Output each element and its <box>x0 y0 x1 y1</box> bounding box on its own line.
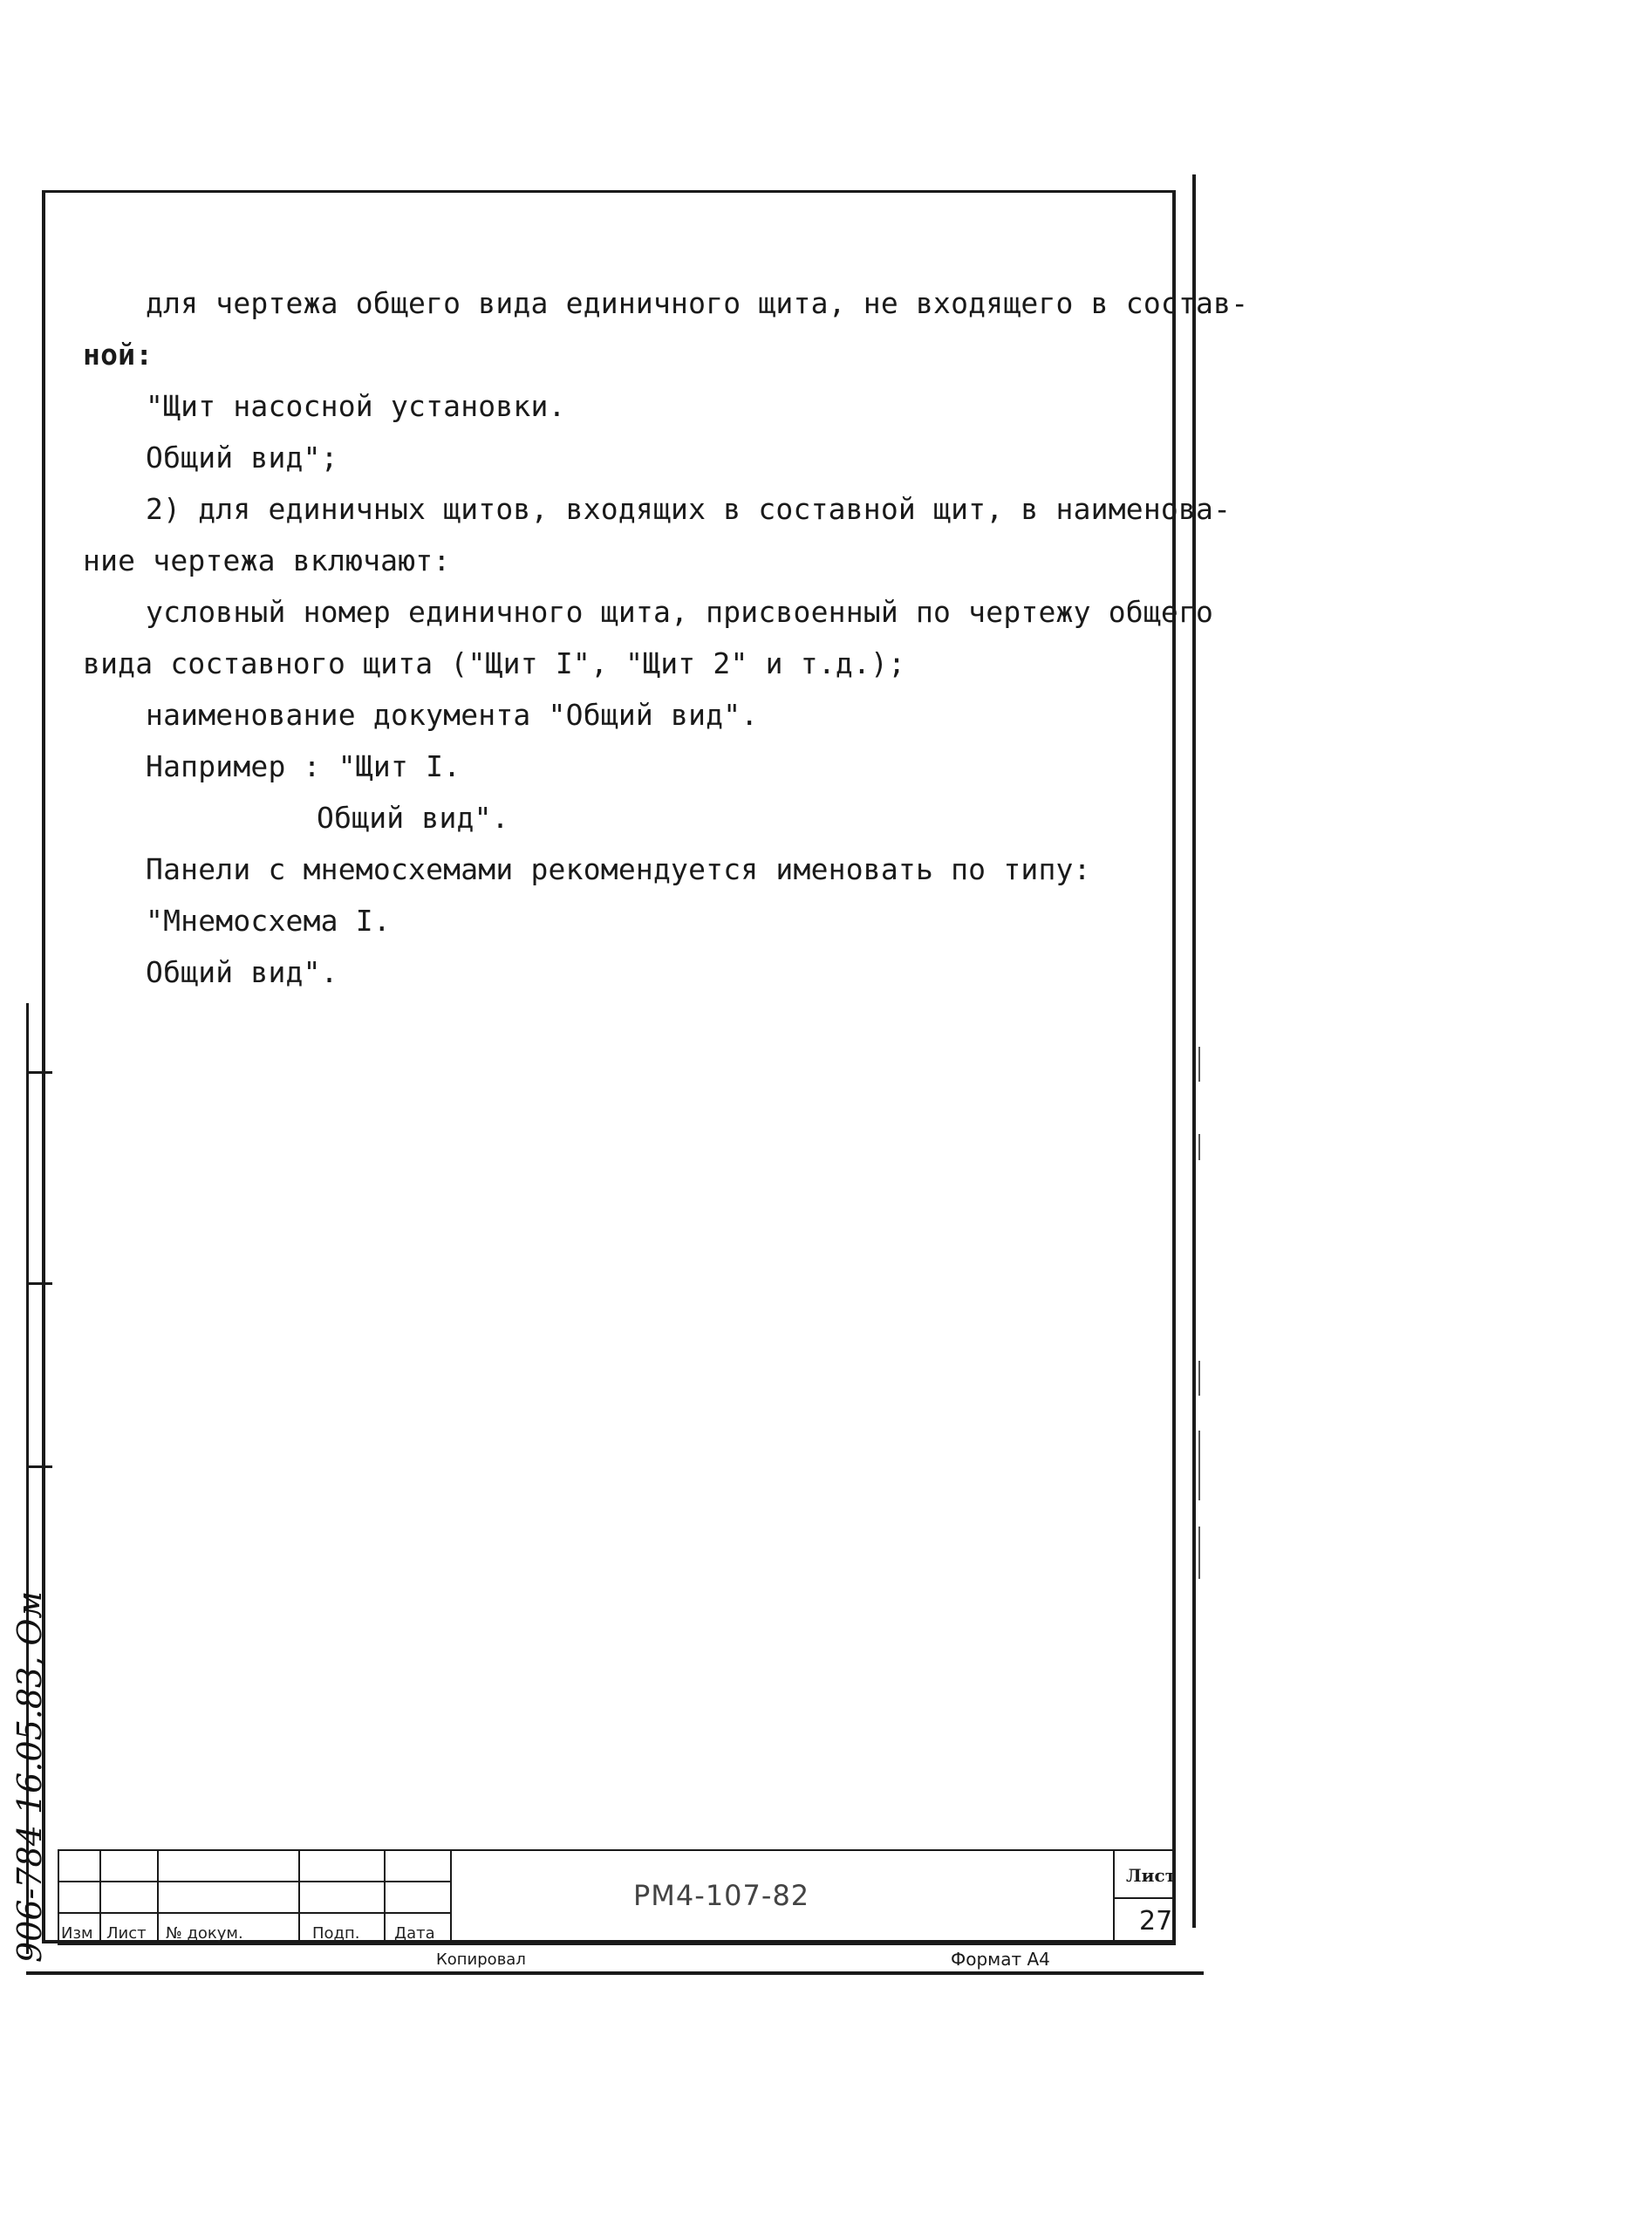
body-line: Панели с мнемосхемами рекомендуется именовать по типу: <box>146 852 1091 886</box>
body-line: наименование документа "Общий вид". <box>146 698 759 732</box>
frame-dash <box>1198 1431 1200 1500</box>
frame-right-edge <box>1192 174 1196 1928</box>
body-line: "Щит насосной установки. <box>146 389 566 423</box>
bottom-rule <box>26 1971 1204 1975</box>
frame-dash <box>1198 1527 1200 1579</box>
col-list-label: Лист <box>106 1924 147 1943</box>
body-line: 2) для единичных щитов, входящих в составной щит, в наименова- <box>146 492 1232 526</box>
frame-dash <box>1198 1134 1200 1160</box>
margin-handwritten-note: 906-784 16.05.83, Ом <box>10 1590 49 1963</box>
body-line: вида составного щита ("Щит I", "Щит 2" и т.д.); <box>83 646 906 680</box>
body-line: ной: <box>83 338 154 372</box>
body-line: для чертежа общего вида единичного щита, не входящего в состав- <box>146 286 1249 320</box>
col-podp-label: Подп. <box>312 1924 360 1943</box>
col-izm-label: Изм <box>61 1924 93 1943</box>
col-data-label: Дата <box>394 1924 435 1943</box>
copied-label: Копировал <box>436 1950 526 1969</box>
body-line: "Мнемосхема I. <box>146 904 391 938</box>
document-code: РМ4-107-82 <box>633 1879 810 1912</box>
body-line: Общий вид". <box>317 801 509 835</box>
body-line: Например : "Щит I. <box>146 749 461 783</box>
sheet-number: 27 <box>1139 1906 1173 1937</box>
col-doc-label: № докум. <box>166 1924 243 1943</box>
document-body <box>83 277 1249 998</box>
body-line: Общий вид"; <box>146 441 338 475</box>
title-block <box>58 1849 1176 1945</box>
body-line: условный номер единичного щита, присвоенный по чертежу общего <box>146 595 1214 629</box>
body-line: Общий вид". <box>146 955 338 989</box>
frame-dash <box>1198 1047 1200 1082</box>
frame-dash <box>1198 1361 1200 1396</box>
sheet-label: Лист <box>1126 1865 1177 1886</box>
body-line: ние чертежа включают: <box>83 543 451 577</box>
format-label: Формат А4 <box>951 1949 1050 1970</box>
